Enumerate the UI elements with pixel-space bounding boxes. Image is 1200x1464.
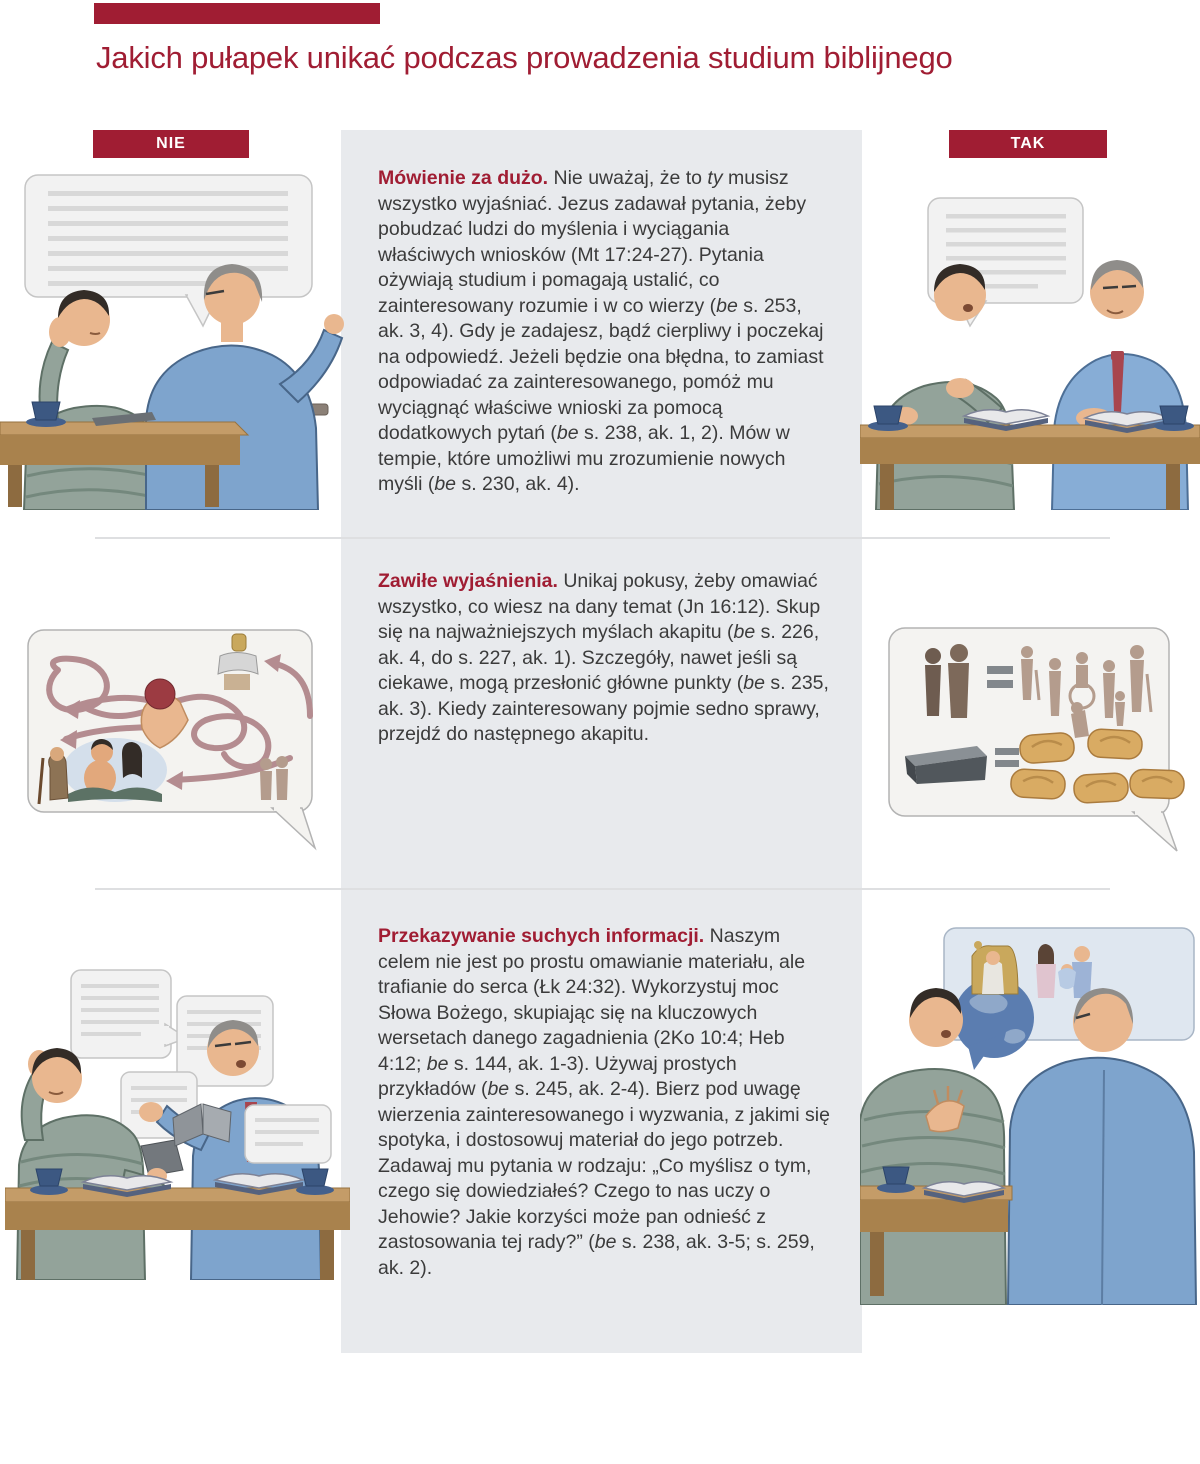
section-divider-2 (95, 888, 1110, 890)
illustration-section3-tak (860, 920, 1200, 1305)
section-divider-1 (95, 537, 1110, 539)
section3-body: Naszym celem nie jest po prostu omawianie materiału, ale trafianie do serca (Łk 24:32). Wykorzystuj moc Słowa Bożego, skupiając się na kluczowych wersetach danego zagadnienia (2Ko 10:4; Heb 4:12; be s. 144, ak. 1-3). Używaj prostych przykładów (be s. 245, ak. 2-4). Bierz pod uwagę wierzenia zainteresowanego i wyzwania, z jakimi się spotyka, i dostosowuj materiał do jego potrzeb. Zadawaj mu pytania w rodzaju: „Co myślisz o tym, czego się dowiedziałeś? Czego to nas uczy o Jehowie? Jakie korzyści może pan odnieść z zastosowania tej rady?” (be s. 238, ak. 3-5; s. 259, ak. 2). (378, 925, 830, 1279)
section2-body: Unikaj pokusy, żeby omawiać wszystko, co wiesz na dany temat (Jn 16:12). Skup się na najważniejszych myślach akapitu (be s. 226, ak. 4, do s. 227, ak. 1). Szczegóły, nawet jeśli są ciekawe, mogą przesłonić główne punkty (be s. 235, ak. 3). Kiedy zainteresowany pojmie sedno sprawy, przejdź do następnego akapitu. (378, 570, 829, 745)
illustration-section3-nie (5, 950, 350, 1280)
section3-lead: Przekazywanie suchych informacji. (378, 925, 705, 947)
section2-lead: Zawiłe wyjaśnienia. (378, 570, 558, 592)
heartfelt-sharing-scene (860, 920, 1200, 1305)
student-speaking-scene (860, 160, 1200, 510)
illustration-section1-tak (860, 160, 1200, 510)
tangled-ideas-bubble (10, 608, 340, 863)
page-title: Jakich pułapek unikać podczas prowadzenia studium biblijnego (96, 40, 953, 75)
bored-student-scene (0, 160, 345, 510)
information-overload-scene (5, 950, 350, 1280)
illustration-section2-tak (875, 608, 1200, 863)
column-label-nie: NIE (93, 130, 249, 158)
section3-paragraph (378, 924, 830, 1281)
illustration-section1-nie (0, 160, 345, 510)
top-accent-bar (94, 3, 380, 24)
illustration-section2-nie (10, 608, 340, 863)
column-label-tak: TAK (949, 130, 1107, 158)
section1-lead: Mówienie za dużo. (378, 167, 549, 189)
section2-paragraph (378, 569, 830, 748)
simple-comparisons-bubble (875, 608, 1200, 863)
section1-paragraph (378, 166, 830, 498)
section1-body: Nie uważaj, że to ty musisz wszystko wyjaśniać. Jezus zadawał pytania, żeby pobudzać ludzi do myślenia i wyciągania właściwych wniosków (Mt 17:24-27). Pytania ożywiają studium i pomagają ustalić, co zainteresowany rozumie i w co wierzy (be s. 253, ak. 3, 4). Gdy je zadajesz, bądź cierpliwy i poczekaj na odpowiedź. Jeżeli będzie ona błędna, to zamiast odpowiadać za zainteresowanego, pomóż mu wyciągnąć właściwe wnioski za pomocą dodatkowych pytań (be s. 238, ak. 1, 2). Mów w tempie, które umożliwi mu zrozumienie nowych myśli (be s. 230, ak. 4). (378, 167, 824, 495)
